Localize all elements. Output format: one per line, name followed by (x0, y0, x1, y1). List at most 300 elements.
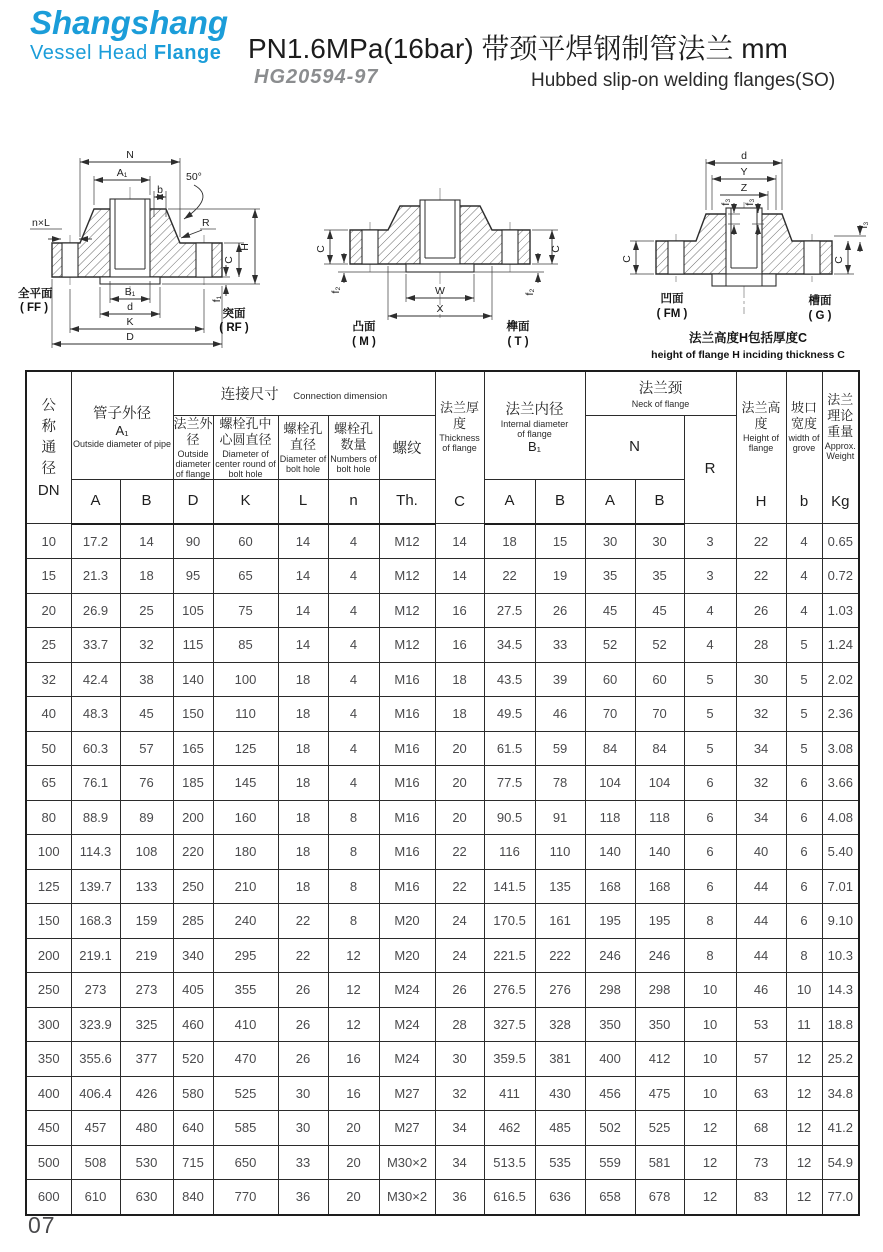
face-label-g-zh: 槽面 (808, 295, 832, 307)
table-cell: 246 (635, 938, 684, 973)
col-header-height (736, 371, 786, 524)
col-header-bolt-hole-dia (278, 415, 328, 480)
dim-label-N: N (126, 149, 134, 161)
table-cell: 10 (684, 1042, 736, 1077)
table-cell: 160 (213, 800, 278, 835)
table-cell: 22 (484, 559, 535, 594)
table-cell: 26 (736, 593, 786, 628)
table-cell: 3.08 (822, 731, 859, 766)
table-cell: 32 (435, 1076, 484, 1111)
table-cell: 57 (120, 731, 173, 766)
table-cell: 49.5 (484, 697, 535, 732)
table-cell: 350 (26, 1042, 71, 1077)
table-cell: 456 (585, 1076, 635, 1111)
col-sym-bore-a (484, 480, 535, 524)
col-sym-k (213, 480, 278, 524)
table-cell: 125 (213, 731, 278, 766)
sym-k: K (240, 492, 251, 510)
table-cell: 170.5 (484, 904, 535, 939)
drawing-caption-zh: 法兰高度H包括厚度C (688, 331, 808, 345)
table-cell: 30 (278, 1076, 328, 1111)
table-cell: 84 (585, 731, 635, 766)
table-cell: 6 (786, 766, 822, 801)
table-cell: 18 (484, 524, 535, 559)
table-cell: 221.5 (484, 938, 535, 973)
table-cell: 240 (213, 904, 278, 939)
col-header-thickness-en: Thickness of flange (439, 433, 480, 454)
col-sym-neck-b (635, 480, 684, 524)
table-cell: 20 (435, 800, 484, 835)
table-cell: 502 (585, 1111, 635, 1146)
table-cell: 76 (120, 766, 173, 801)
table-cell: 45 (585, 593, 635, 628)
table-cell: 11 (786, 1007, 822, 1042)
table-cell: 34.5 (484, 628, 535, 663)
table-cell: 34.8 (822, 1076, 859, 1111)
table-cell: M24 (379, 1007, 435, 1042)
table-cell: 65 (213, 559, 278, 594)
dim-label-f1: f₁ (211, 295, 223, 303)
table-cell: 340 (173, 938, 213, 973)
table-cell: M30×2 (379, 1180, 435, 1215)
table-cell: M16 (379, 731, 435, 766)
col-header-groove-en: width of grove (788, 433, 820, 454)
table-row (26, 628, 859, 663)
table-cell: 30 (585, 524, 635, 559)
table-cell: 250 (173, 869, 213, 904)
table-row (26, 1111, 859, 1146)
table-cell: 32 (26, 662, 71, 697)
table-cell: 5 (684, 697, 736, 732)
table-cell: 34 (435, 1145, 484, 1180)
table-cell: 44 (736, 904, 786, 939)
dim-label-B1: B₁ (124, 286, 136, 298)
table-cell: 6 (786, 869, 822, 904)
table-cell: 36 (278, 1180, 328, 1215)
table-cell: 110 (213, 697, 278, 732)
table-cell: 14.3 (822, 973, 859, 1008)
table-cell: 18 (278, 869, 328, 904)
dim-label-H: H (239, 243, 251, 251)
table-cell: 18 (435, 662, 484, 697)
table-cell: 4 (328, 593, 379, 628)
table-cell: 70 (585, 697, 635, 732)
table-cell: M30×2 (379, 1145, 435, 1180)
col-header-groove-zh: 坡口宽度 (791, 399, 818, 432)
table-cell: 68 (736, 1111, 786, 1146)
table-cell: 60.3 (71, 731, 120, 766)
table-cell: 9.10 (822, 904, 859, 939)
col-sym-l (278, 480, 328, 524)
table-cell: 222 (535, 938, 585, 973)
table-cell: 50 (26, 731, 71, 766)
col-header-neck-n (585, 415, 684, 480)
dim-label-50deg: 50° (186, 171, 202, 183)
table-cell: 298 (585, 973, 635, 1008)
table-cell: 559 (585, 1145, 635, 1180)
dim-label-f3-c: f₃ (858, 221, 870, 229)
sym-pipe-a: A (90, 492, 101, 510)
table-cell: 500 (26, 1145, 71, 1180)
table-cell: 32 (120, 628, 173, 663)
col-header-bolt-circle-zh: 螺栓孔中心圆直径 (219, 415, 272, 447)
table-cell: 26 (435, 973, 484, 1008)
table-cell: 21.3 (71, 559, 120, 594)
table-cell: 141.5 (484, 869, 535, 904)
table-cell: 83 (736, 1180, 786, 1215)
table-cell: 412 (635, 1042, 684, 1077)
col-header-weight-sym: Kg (831, 492, 850, 510)
table-cell: 19 (535, 559, 585, 594)
sym-neck-b: B (654, 492, 665, 510)
table-cell: 12 (684, 1180, 736, 1215)
table-cell: 219.1 (71, 938, 120, 973)
table-cell: 12 (786, 1145, 822, 1180)
table-cell: 200 (173, 800, 213, 835)
table-cell: 6 (684, 800, 736, 835)
table-cell: 40 (26, 697, 71, 732)
face-label-t-code: ( T ) (507, 336, 529, 348)
table-cell: 36 (435, 1180, 484, 1215)
dim-label-A1: A₁ (116, 167, 128, 179)
dim-label-Y: Y (740, 166, 748, 178)
table-cell: 91 (535, 800, 585, 835)
table-cell: 16 (435, 593, 484, 628)
table-cell: 4 (328, 628, 379, 663)
table-cell: 30 (435, 1042, 484, 1077)
table-cell: 139.7 (71, 869, 120, 904)
brand-tagline-bold: Flange (153, 42, 222, 64)
face-label-rf-code: ( RF ) (219, 322, 249, 334)
dim-label-nxL: n×L (32, 217, 50, 229)
table-cell: M12 (379, 559, 435, 594)
table-cell: 630 (120, 1180, 173, 1215)
table-row (26, 1007, 859, 1042)
table-cell: 381 (535, 1042, 585, 1077)
table-cell: 411 (484, 1076, 535, 1111)
table-cell: 530 (120, 1145, 173, 1180)
col-header-bolt-circle (213, 415, 278, 480)
table-cell: 15 (535, 524, 585, 559)
table-row (26, 1180, 859, 1215)
dim-label-C-right: C (550, 245, 562, 253)
table-cell: 6 (684, 869, 736, 904)
table-cell: 32 (736, 766, 786, 801)
table-cell: 65 (26, 766, 71, 801)
table-cell: 520 (173, 1042, 213, 1077)
table-cell: 295 (213, 938, 278, 973)
table-cell: 4 (684, 628, 736, 663)
table-cell: 4 (684, 593, 736, 628)
col-header-bolt-circle-en: Diameter of center round of bolt hole (215, 449, 276, 480)
table-cell: 59 (535, 731, 585, 766)
table-cell: 33.7 (71, 628, 120, 663)
col-header-pipe-sub: A₁ (115, 423, 129, 439)
sym-d: D (187, 492, 199, 510)
table-cell: 4 (786, 593, 822, 628)
table-cell: 180 (213, 835, 278, 870)
col-sym-d (173, 480, 213, 524)
face-label-fm-code: ( FM ) (656, 308, 688, 320)
table-cell: 100 (26, 835, 71, 870)
table-cell: 200 (26, 938, 71, 973)
table-cell: 20 (435, 731, 484, 766)
table-cell: 30 (736, 662, 786, 697)
table-cell: 8 (684, 938, 736, 973)
table-cell: 39 (535, 662, 585, 697)
table-cell: 355.6 (71, 1042, 120, 1077)
col-header-pipe (71, 371, 173, 480)
table-row (26, 697, 859, 732)
table-cell: 16 (435, 628, 484, 663)
table-cell: 60 (635, 662, 684, 697)
table-row (26, 869, 859, 904)
table-cell: 14 (435, 559, 484, 594)
table-cell: 10 (684, 1007, 736, 1042)
table-cell: 40 (736, 835, 786, 870)
table-cell: 135 (535, 869, 585, 904)
col-header-weight (822, 371, 859, 524)
table-cell: 18 (278, 731, 328, 766)
table-cell: 48.3 (71, 697, 120, 732)
table-cell: 25 (120, 593, 173, 628)
col-sym-neck-a (585, 480, 635, 524)
face-label-m-code: ( M ) (352, 336, 376, 348)
table-cell: 168 (635, 869, 684, 904)
table-cell: 581 (635, 1145, 684, 1180)
table-cell: 4 (328, 662, 379, 697)
table-cell: 10 (684, 1076, 736, 1111)
table-cell: 14 (278, 559, 328, 594)
table-cell: 22 (278, 938, 328, 973)
table-cell: 359.5 (484, 1042, 535, 1077)
table-cell: 26 (535, 593, 585, 628)
table-cell: 0.65 (822, 524, 859, 559)
flange-drawing-ff-rf (18, 131, 268, 368)
col-header-neck-r (684, 415, 736, 524)
dim-label-K: K (126, 316, 134, 328)
col-group-connection-zh: 连接尺寸 (220, 386, 279, 403)
table-cell: 8 (328, 800, 379, 835)
table-cell: 28 (736, 628, 786, 663)
table-cell: M24 (379, 1042, 435, 1077)
table-cell: 90 (173, 524, 213, 559)
table-cell: M16 (379, 662, 435, 697)
sym-pipe-b: B (141, 492, 152, 510)
table-cell: 5 (684, 662, 736, 697)
table-cell: 159 (120, 904, 173, 939)
col-group-neck-zh: 法兰颈 (638, 381, 683, 398)
col-sym-n (328, 480, 379, 524)
table-cell: M16 (379, 697, 435, 732)
table-cell: 4 (328, 766, 379, 801)
table-cell: 12 (786, 1042, 822, 1077)
table-cell: 85 (213, 628, 278, 663)
table-cell: 90.5 (484, 800, 535, 835)
col-header-weight-zh: 法兰理论重量 (827, 391, 854, 440)
dim-label-Z: Z (740, 182, 748, 194)
table-row (26, 524, 859, 559)
table-cell: 3.66 (822, 766, 859, 801)
table-cell: 580 (173, 1076, 213, 1111)
col-header-bolt-count (328, 415, 379, 480)
face-label-rf-zh: 突面 (222, 308, 246, 320)
table-cell: 18 (278, 835, 328, 870)
col-header-height-zh: 法兰高度 (741, 399, 781, 432)
dim-label-f3-a: f₃ (720, 198, 732, 206)
table-cell: 22 (278, 904, 328, 939)
table-cell: 161 (535, 904, 585, 939)
table-row (26, 938, 859, 973)
table-cell: 276 (535, 973, 585, 1008)
table-cell: 525 (635, 1111, 684, 1146)
table-cell: 34 (736, 800, 786, 835)
table-cell: 73 (736, 1145, 786, 1180)
table-cell: 22 (435, 869, 484, 904)
table-cell: 10.3 (822, 938, 859, 973)
col-header-dn-sym: DN (37, 482, 60, 500)
table-cell: 5 (786, 628, 822, 663)
table-cell: 195 (635, 904, 684, 939)
table-cell: 6 (786, 800, 822, 835)
standard-code: HG20594-97 (254, 66, 379, 88)
table-cell: 140 (585, 835, 635, 870)
table-row (26, 731, 859, 766)
table-cell: 26.9 (71, 593, 120, 628)
table-row (26, 904, 859, 939)
table-cell: 22 (736, 559, 786, 594)
dim-label-W: W (435, 285, 445, 297)
col-header-bolt-hole-dia-zh: 螺栓孔直径 (283, 420, 323, 452)
table-cell: 95 (173, 559, 213, 594)
table-cell: 54.9 (822, 1145, 859, 1180)
table-cell: M24 (379, 973, 435, 1008)
table-cell: 15 (26, 559, 71, 594)
table-cell: 70 (635, 697, 684, 732)
dim-label-X: X (436, 303, 444, 315)
table-cell: 10 (26, 524, 71, 559)
table-cell: 462 (484, 1111, 535, 1146)
table-cell: 450 (26, 1111, 71, 1146)
table-cell: 52 (585, 628, 635, 663)
dim-label-C: C (223, 256, 235, 264)
table-cell: 116 (484, 835, 535, 870)
table-cell: 658 (585, 1180, 635, 1215)
table-cell: 1.03 (822, 593, 859, 628)
col-group-connection (173, 371, 435, 415)
table-cell: 168 (585, 869, 635, 904)
table-row (26, 835, 859, 870)
table-cell: 168.3 (71, 904, 120, 939)
sym-bore-a: A (504, 492, 515, 510)
table-cell: 6 (786, 904, 822, 939)
table-cell: M16 (379, 800, 435, 835)
table-row (26, 766, 859, 801)
table-cell: 118 (635, 800, 684, 835)
page-title: PN1.6MPa(16bar) 带颈平焊钢制管法兰 mm (248, 33, 788, 64)
table-cell: 10 (684, 973, 736, 1008)
table-cell: 43.5 (484, 662, 535, 697)
table-cell: 2.36 (822, 697, 859, 732)
col-header-groove (786, 371, 822, 524)
table-row (26, 1145, 859, 1180)
table-cell: 108 (120, 835, 173, 870)
table-cell: M27 (379, 1076, 435, 1111)
table-cell: 770 (213, 1180, 278, 1215)
table-cell: 150 (173, 697, 213, 732)
table-cell: 35 (635, 559, 684, 594)
table-cell: 60 (585, 662, 635, 697)
brand-tagline (30, 42, 228, 65)
table-cell: 327.5 (484, 1007, 535, 1042)
table-cell: 26 (278, 1007, 328, 1042)
col-header-height-sym: H (755, 492, 767, 510)
table-cell: 285 (173, 904, 213, 939)
sym-th: Th. (396, 492, 418, 510)
col-sym-pipe-b (120, 480, 173, 524)
table-cell: 377 (120, 1042, 173, 1077)
col-header-bolt-count-zh: 螺栓孔数量 (333, 420, 373, 452)
table-cell: 38 (120, 662, 173, 697)
table-cell: 57 (736, 1042, 786, 1077)
table-cell: 5 (684, 731, 736, 766)
table-cell: 3 (684, 524, 736, 559)
table-cell: 350 (585, 1007, 635, 1042)
table-cell: 12 (786, 1111, 822, 1146)
table-cell: 78 (535, 766, 585, 801)
col-header-neck-n-sym: N (629, 438, 640, 456)
table-cell: 8 (328, 835, 379, 870)
table-cell: 3 (684, 559, 736, 594)
col-header-flange-od (173, 415, 213, 480)
dim-label-C2-left: C (621, 255, 633, 263)
table-cell: 145 (213, 766, 278, 801)
table-cell: 30 (635, 524, 684, 559)
table-cell: M27 (379, 1111, 435, 1146)
table-cell: 140 (173, 662, 213, 697)
table-cell: 16 (328, 1076, 379, 1111)
col-header-groove-sym: b (799, 492, 809, 510)
table-cell: 4 (328, 697, 379, 732)
table-cell: 328 (535, 1007, 585, 1042)
table-cell: 32 (736, 697, 786, 732)
col-sym-bore-b (535, 480, 585, 524)
table-cell: 25.2 (822, 1042, 859, 1077)
table-cell: 20 (328, 1180, 379, 1215)
table-cell: 185 (173, 766, 213, 801)
table-cell: 276.5 (484, 973, 535, 1008)
table-cell: 219 (120, 938, 173, 973)
table-cell: 18 (278, 697, 328, 732)
table-cell: 20 (328, 1111, 379, 1146)
col-header-height-en: Height of flange (743, 433, 780, 454)
table-cell: 513.5 (484, 1145, 535, 1180)
table-cell: 325 (120, 1007, 173, 1042)
col-header-flange-od-en: Outside diameter of flange (175, 449, 211, 480)
face-label-ff-code: ( FF ) (20, 302, 49, 314)
table-row (26, 1042, 859, 1077)
table-cell: M16 (379, 869, 435, 904)
table-cell: 640 (173, 1111, 213, 1146)
table-cell: 12 (328, 1007, 379, 1042)
table-cell: 61.5 (484, 731, 535, 766)
table-cell: 273 (120, 973, 173, 1008)
face-label-t-zh: 榫面 (506, 321, 530, 333)
table-cell: 53 (736, 1007, 786, 1042)
col-group-neck (585, 371, 736, 415)
table-cell: 250 (26, 973, 71, 1008)
table-cell: 246 (585, 938, 635, 973)
